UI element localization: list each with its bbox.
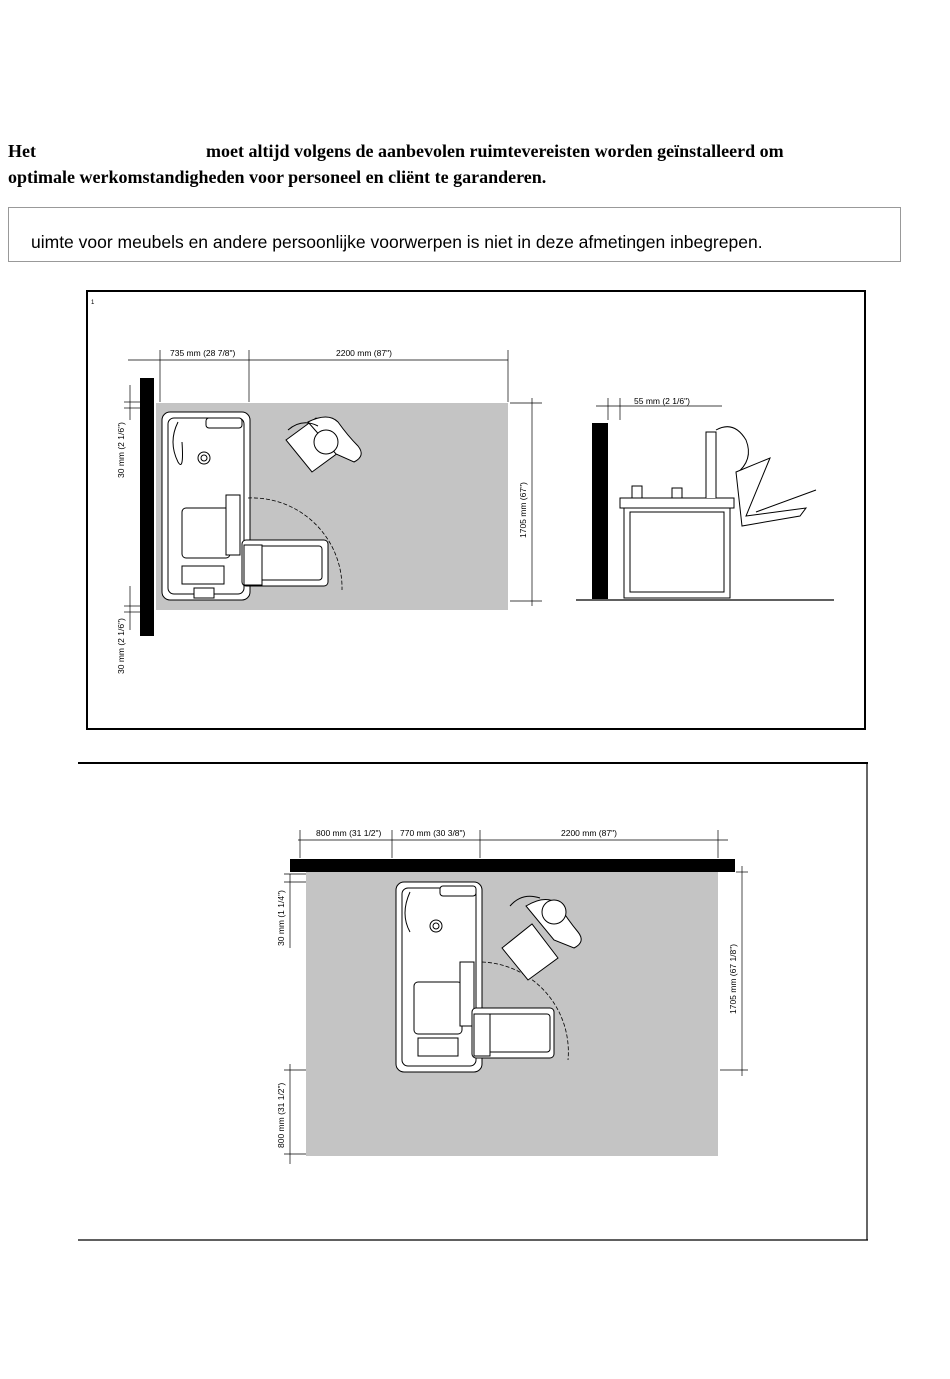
note-text: uimte voor meubels en andere persoonlijke voorwerpen is niet in deze afmetingen inbegrepen. xyxy=(31,232,763,252)
figure-2 xyxy=(78,762,868,1242)
stretcher xyxy=(242,540,328,586)
dim-top-3: 2200 mm (87") xyxy=(561,828,617,838)
note-box xyxy=(8,207,901,262)
bathtub-top-view xyxy=(162,412,250,600)
intro-line1-end: moet altijd volgens de aanbevolen ruimtevereisten worden geïnstalleerd om xyxy=(205,141,784,161)
figure-2-drawing xyxy=(78,762,868,1242)
figure-1 xyxy=(86,290,866,730)
dim-top-1: 800 mm (31 1/2") xyxy=(316,828,382,838)
dim-top-left: 735 mm (28 7/8") xyxy=(170,348,236,358)
dim-right-2: 1705 mm (67 1/8") xyxy=(728,943,738,1014)
wall xyxy=(140,378,154,636)
dim-lines-left-2 xyxy=(284,874,306,1164)
dim-left-top-2: 30 mm (1 1/4") xyxy=(276,890,286,946)
dim-top-right: 2200 mm (87") xyxy=(336,348,392,358)
dim-left-bottom: 30 mm (2 1/6") xyxy=(116,618,126,674)
dim-right: 1705 mm (67") xyxy=(518,482,528,538)
intro-line2: optimale werkomstandigheden voor personeel en cliënt te garanderen. xyxy=(8,167,547,187)
back-wall xyxy=(290,859,735,872)
stretcher-figure-2 xyxy=(472,1008,554,1058)
intro-text xyxy=(8,138,938,190)
figure-1-drawing xyxy=(86,290,866,730)
figure-1-corner-label: 1 xyxy=(91,300,95,306)
dim-left-top: 30 mm (2 1/6") xyxy=(116,422,126,478)
dim-side: 55 mm (2 1/6") xyxy=(634,396,690,406)
intro-line1-start: Het xyxy=(8,141,36,161)
bathtub-figure-2 xyxy=(396,882,482,1072)
dim-left-bottom-2: 800 mm (31 1/2") xyxy=(276,1082,286,1148)
dim-top-2: 770 mm (30 3/8") xyxy=(400,828,466,838)
side-wall xyxy=(592,423,608,599)
